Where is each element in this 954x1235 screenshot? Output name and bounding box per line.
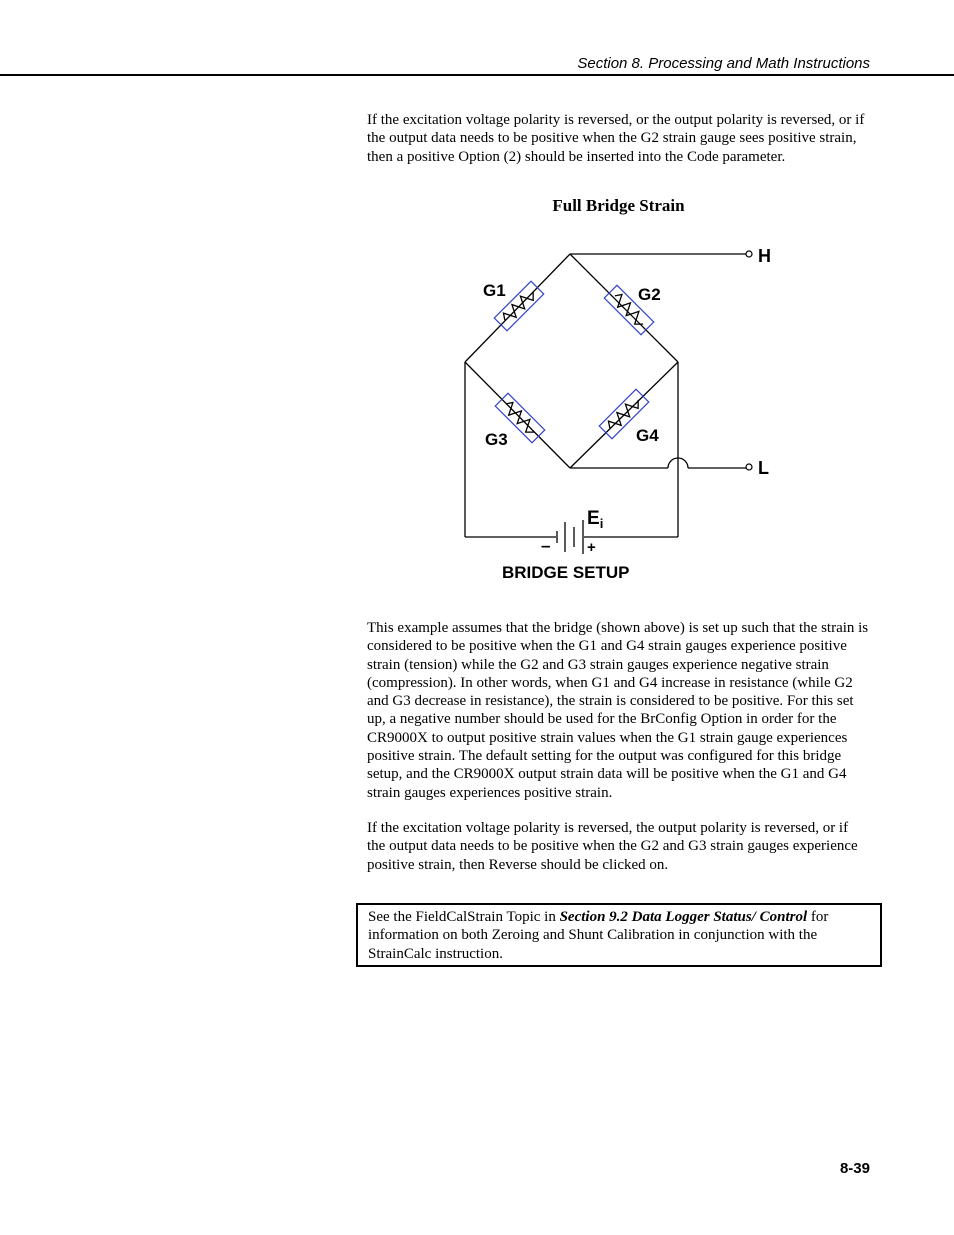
label-ei: $E_i$	[587, 508, 604, 531]
terminal-l	[746, 464, 752, 470]
header-rule	[0, 74, 954, 76]
note-prefix: See the FieldCalStrain Topic in	[368, 909, 560, 925]
figure-title: Full Bridge Strain	[552, 196, 685, 215]
paragraph-bridge-example: This example assumes that the bridge (shown above) is set up such that the strain is considered to be positive when the G1 and G4 strain gauges experience positive strain (tension) while the G2 and G3 strain gauges experience negative strain (compression). In other words, when G1 and G4 increase in resistance (while G2 and G3 decrease in resistance), the strain is considered to be positive. For this set up, a negative number should be used for the BrConfig Option in order for the CR9000X to output positive strain values when the G1 strain gauge experiences positive strain. The default setting for the output was configured for this bridge setup, and the CR9000X output strain data will be positive when the G1 and G4 strain gauges experiences positive strain.	[367, 620, 869, 801]
wire-top-left	[465, 254, 570, 362]
paragraph-reverse: If the excitation voltage polarity is reversed, the output polarity is reversed, or if the output data needs to be positive when the G2 and G3 strain gauges experience positive strain, then Reverse should be clicked on.	[367, 820, 858, 873]
wire-bottom-left	[465, 362, 570, 468]
label-plus: +	[587, 539, 596, 556]
label-l: L	[758, 458, 769, 478]
battery-symbol	[557, 520, 583, 554]
bridge-setup-diagram	[440, 235, 800, 590]
label-g3: G3	[485, 430, 508, 449]
running-header: Section 8. Processing and Math Instructions	[577, 55, 870, 72]
page-number: 8-39	[839, 1160, 870, 1177]
wire-top-right	[570, 254, 678, 362]
figure-caption: BRIDGE SETUP	[502, 563, 630, 582]
label-g2: G2	[638, 285, 661, 304]
label-h: H	[758, 246, 771, 266]
paragraph-option-2: If the excitation voltage polarity is reversed, or the output polarity is reversed, or if the output data needs to be positive when the G2 strain gauge sees positive strain, then a positive Option (2) should be inserted into the Code parameter.	[367, 112, 865, 165]
terminal-h	[746, 251, 752, 257]
label-g1: G1	[483, 281, 506, 300]
note-section-reference: Section 9.2 Data Logger Status/ Control	[559, 909, 808, 925]
label-g4: G4	[636, 426, 659, 445]
label-minus: –	[541, 536, 551, 555]
note-suffix: for information on both Zeroing and Shunt Calibration in conjunction with the StrainCalc instruction.	[368, 909, 829, 962]
note-box	[356, 903, 882, 967]
